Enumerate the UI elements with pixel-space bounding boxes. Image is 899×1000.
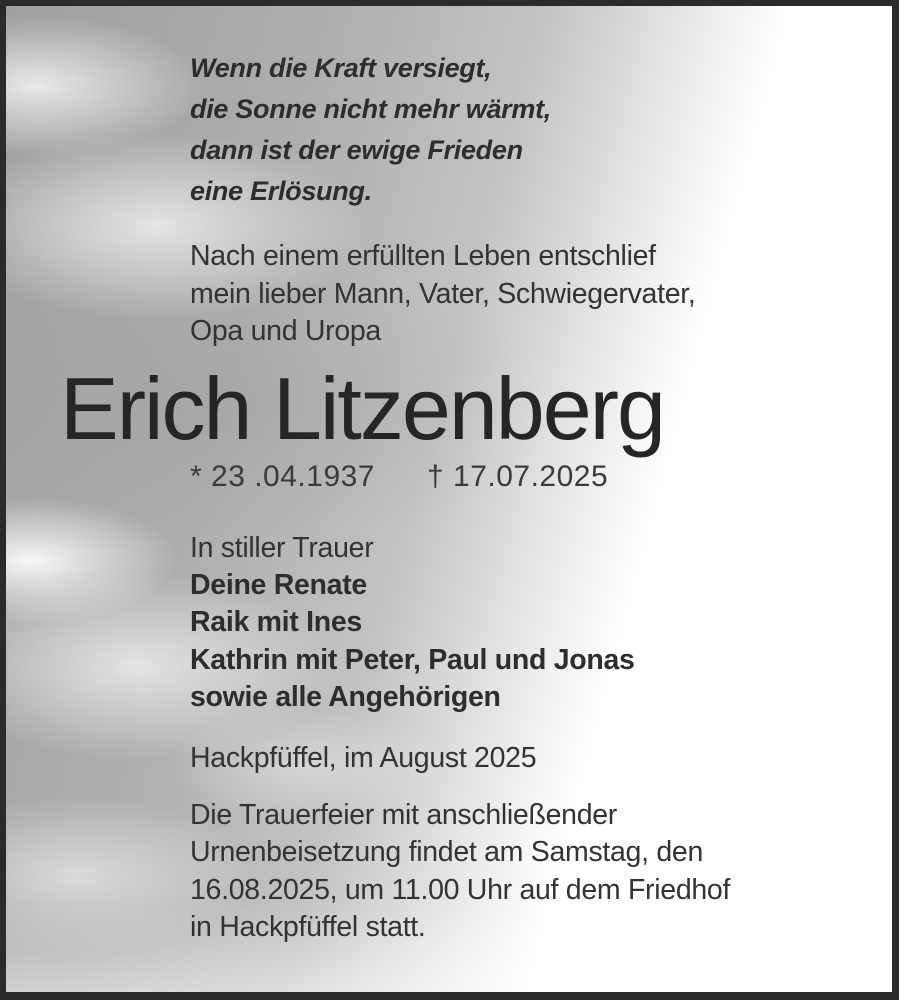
poem	[190, 48, 852, 212]
mourner: Raik mit Ines	[190, 606, 362, 638]
intro-text	[190, 238, 852, 351]
poem-line: die Sonne nicht mehr wärmt,	[190, 94, 551, 124]
poem-line: eine Erlösung.	[190, 176, 372, 206]
mourning-intro: In stiller Trauer	[190, 531, 374, 564]
poem-line: dann ist der ewige Frieden	[190, 135, 523, 165]
intro-line: Nach einem erfüllten Leben entschlief	[190, 240, 656, 272]
funeral-info	[190, 797, 852, 947]
funeral-line: Urnenbeisetzung findet am Samstag, den	[190, 836, 703, 868]
funeral-line: Die Trauerfeier mit anschließender	[190, 798, 617, 831]
place-date: Hackpfüffel, im August 2025	[190, 741, 537, 774]
mourner: Deine Renate	[190, 568, 367, 601]
death-date: † 17.07.2025	[427, 459, 609, 493]
poem-line: Wenn die Kraft versiegt,	[190, 53, 492, 83]
funeral-line: in Hackpfüffel statt.	[190, 911, 426, 943]
funeral-line: 16.08.2025, um 11.00 Uhr auf dem Friedhof	[190, 873, 731, 906]
mourners-list	[190, 567, 852, 717]
mourner: sowie alle Angehörigen	[190, 681, 501, 713]
notice-content	[6, 48, 892, 947]
life-dates	[190, 459, 852, 495]
birth-date: * 23 .04.1937	[190, 459, 375, 493]
mourner: Kathrin mit Peter, Paul und Jonas	[190, 643, 635, 676]
intro-line: mein lieber Mann, Vater, Schwiegervater,	[190, 277, 696, 310]
deceased-name: Erich Litzenberg	[60, 358, 664, 458]
intro-line: Opa und Uropa	[190, 315, 381, 347]
